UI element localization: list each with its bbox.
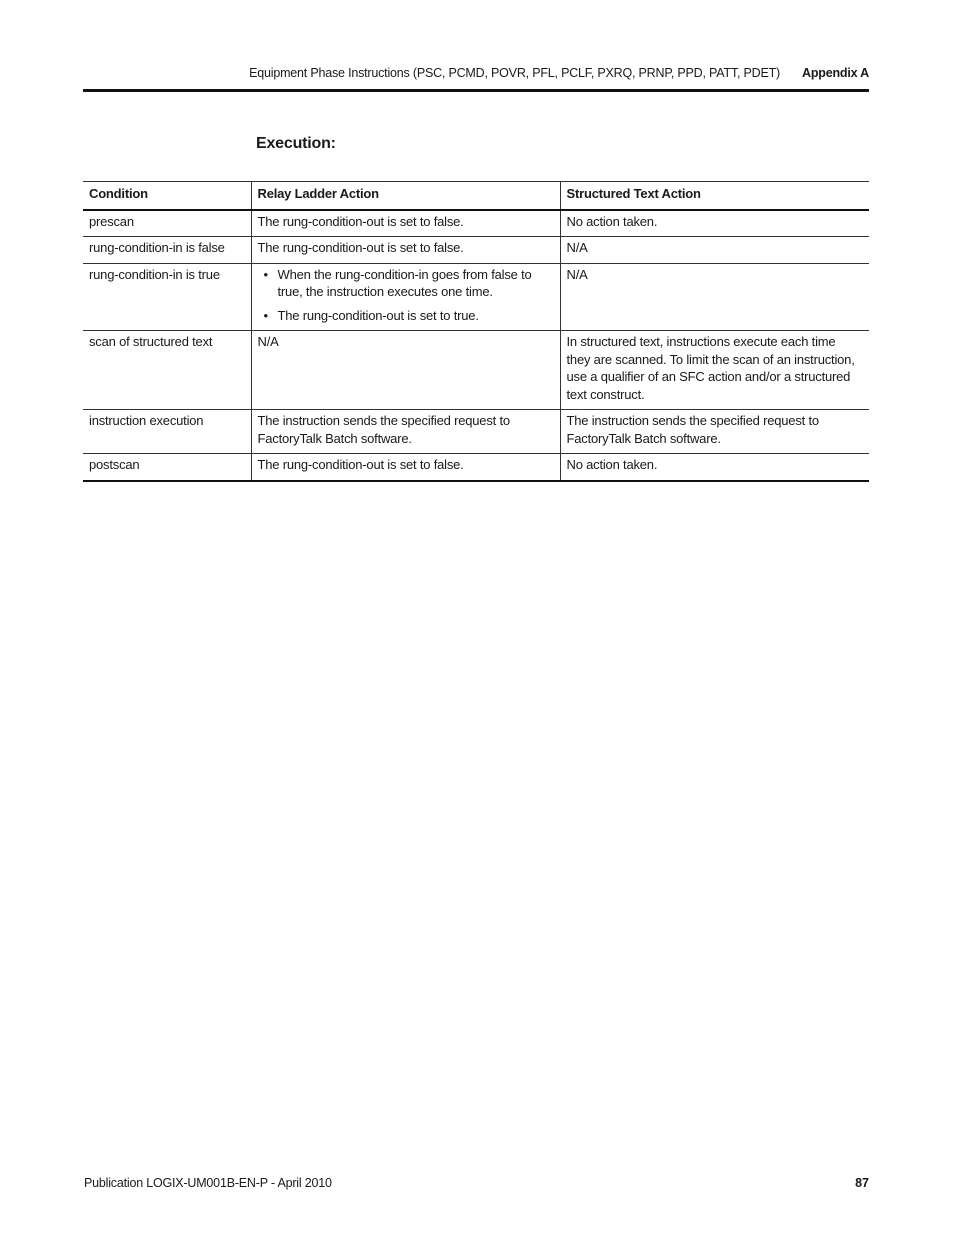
relay-action-cell: N/A [251,331,560,410]
table-row [83,410,869,454]
list-item [258,266,553,301]
st-action-cell: N/A [560,237,869,264]
relay-action-cell: The rung-condition-out is set to false. [251,237,560,264]
relay-action-cell: The rung-condition-out is set to false. [251,210,560,237]
bullet-icon: • [263,307,268,323]
list-item [258,307,553,325]
table-row [83,237,869,264]
column-header-structured-text-action: Structured Text Action [560,182,869,210]
relay-action-bullet-list [258,266,553,325]
table-header-row [83,182,869,210]
column-header-condition: Condition [89,186,148,201]
column-header-relay-ladder-action: Relay Ladder Action [251,182,560,210]
relay-action-cell: The rung-condition-out is set to false. [251,454,560,481]
bullet-text: The rung-condition-out is set to true. [277,307,479,323]
table-row [83,454,869,481]
st-action-cell: The instruction sends the specified request to FactoryTalk Batch software. [560,410,869,454]
st-action-cell: No action taken. [560,210,869,237]
publication-footer: Publication LOGIX-UM001B-EN-P - April 2010 [84,1176,332,1190]
condition-cell: prescan [89,213,134,229]
table-row [83,331,869,410]
relay-action-cell: The instruction sends the specified request to FactoryTalk Batch software. [251,410,560,454]
table-row [83,210,869,237]
st-action-cell: In structured text, instructions execute each time they are scanned. To limit the scan of an instruction, use a qualifier of an SFC action and/or a structured text construct. [560,331,869,410]
condition-cell: rung-condition-in is true [89,266,220,282]
condition-cell: postscan [89,457,140,472]
header-rule [83,89,869,92]
condition-cell: scan of structured text [89,334,213,349]
st-action-cell: N/A [560,263,869,331]
st-action-cell: No action taken. [560,454,869,481]
condition-cell: rung-condition-in is false [89,240,225,255]
condition-cell: instruction execution [89,413,204,428]
bullet-text: When the rung-condition-in goes from false to true, the instruction executes one time. [277,266,532,299]
appendix-label: Appendix A [802,66,869,80]
relay-action-cell [251,263,560,331]
execution-table [83,181,869,482]
running-header [84,66,869,80]
header-title: Equipment Phase Instructions (PSC, PCMD, POVR, PFL, PCLF, PXRQ, PRNP, PPD, PATT, PDET) [249,66,781,80]
page-number: 87 [855,1176,869,1190]
bullet-icon: • [263,266,268,282]
section-title: Execution: [256,135,336,152]
table-row [83,263,869,331]
